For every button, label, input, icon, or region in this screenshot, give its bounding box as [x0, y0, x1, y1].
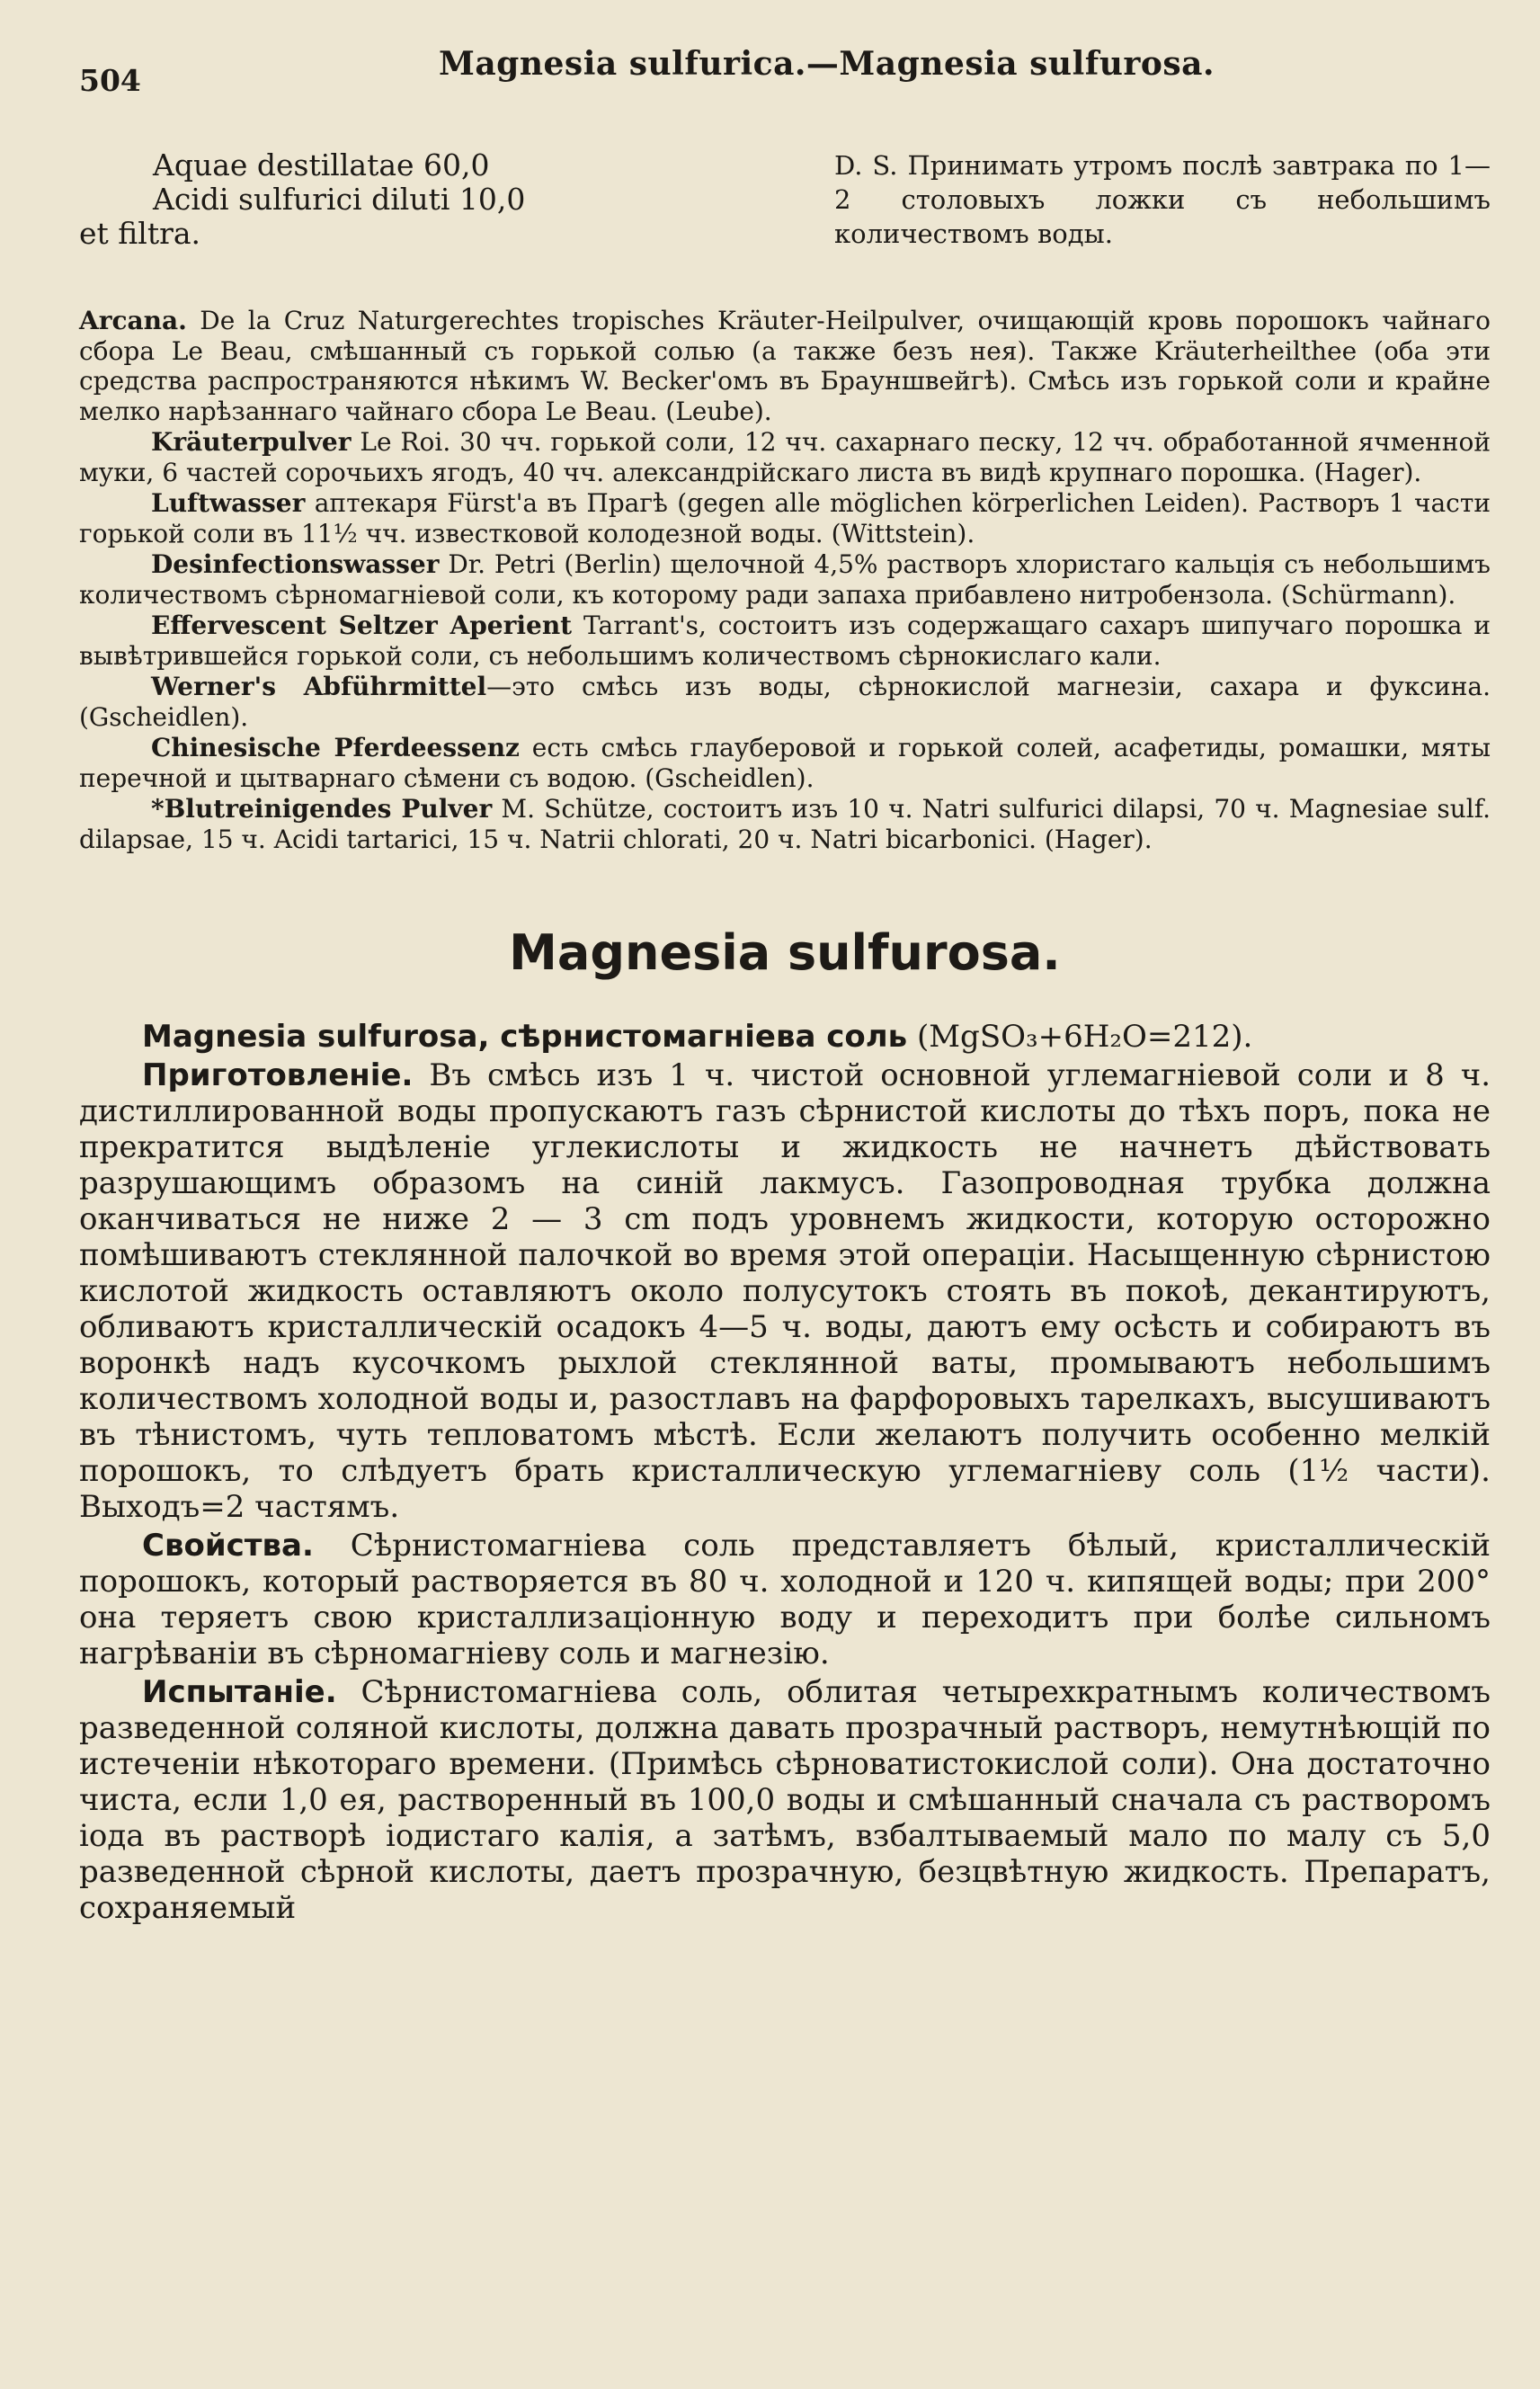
entry-key: Chinesische Pferdeessenz — [151, 733, 520, 762]
paragraph-text: Въ смѣсь изъ 1 ч. чистой основной углемагніевой соли и 8 ч. дистиллированной воды пропускаютъ газъ сѣрнистой кислоты до тѣхъ поръ, пока не прекратится выдѣленіе углекислоты и жидкость не начнетъ дѣйствовать разрушающимъ образомъ на синій лакмусъ. Газопроводная трубка должна оканчиваться не ниже 2 — 3 cm подъ уровнемъ жидкости, которую осторожно помѣшиваютъ стеклянной палочкой во время этой операціи. Насыщенную сѣрнистою кислотой жидкость оставляютъ около полусутокъ стоять въ покоѣ, декантируютъ, обливаютъ кристаллическій осадокъ 4—5 ч. воды, даютъ ему осѣсть и собираютъ въ воронкѣ надъ кусочкомъ рыхлой стеклянной ваты, промываютъ небольшимъ количествомъ холодной воды и, разостлавъ на фарфоровыхъ тарелкахъ, высушиваютъ въ тѣнистомъ, чуть тепловатомъ мѣстѣ. Если желаютъ получить особенно мелкій порошокъ, то слѣдуетъ брать кристаллическую углемагніеву соль (1½ части). Выходъ=2 частямъ. — [79, 1057, 1491, 1525]
entry-key: Effervescent Seltzer Aperient — [151, 611, 573, 640]
entry-key: Arcana. — [79, 306, 187, 335]
recipe-directions: D. S. Принимать утромъ послѣ завтрака по 1—2 столовыхъ ложки съ небольшимъ количествомъ воды. — [834, 150, 1491, 249]
arcana-entry — [79, 488, 1491, 548]
entry-text: —это смѣсь изъ воды, сѣрнокислой магнезіи, сахара и фуксина. (Gscheidlen). — [79, 672, 1491, 732]
recipe-line: Aquae destillatae 60,0 — [153, 147, 490, 183]
entry-key: Magnesia sulfurosa, сѣрнистомагніева соль — [142, 1019, 908, 1055]
paragraph-heading: Приготовленіе. — [142, 1057, 414, 1093]
entry-key: Desinfectionswasser — [151, 549, 440, 579]
entry-text: Tarrant's, состоитъ изъ содержащаго сахаръ шипучаго порошка и вывѣтрившейся горькой соли, съ небольшимъ количествомъ сѣрнокислаго кали. — [79, 611, 1491, 671]
recipe-line: Acidi sulfurici diluti 10,0 — [153, 182, 526, 217]
page-number: 504 — [79, 63, 141, 98]
arcana-entry — [79, 733, 1491, 793]
entry-text: аптекаря Fürst'а въ Прагѣ (gegen alle möglichen körperlichen Leiden). Растворъ 1 части горькой соли въ 11½ чч. известковой колодезной воды. (Wittstein). — [79, 488, 1491, 548]
arcana-entry — [79, 306, 1491, 426]
entry-key: *Blutreinigendes Pulver — [151, 794, 493, 824]
entry-text: Dr. Petri (Berlin) щелочной 4,5% растворъ хлористаго кальція съ небольшимъ количествомъ сѣрномагніевой соли, къ которому ради запаха прибавлено нитробензола. (Schürmann). — [79, 549, 1491, 610]
recipe-line: et filtra. — [79, 216, 201, 251]
arcana-entry — [79, 427, 1491, 487]
paragraph-heading: Свойства. — [142, 1528, 314, 1564]
recipe-block — [79, 148, 1491, 306]
section-title: Magnesia sulfurosa. — [509, 924, 1061, 981]
entry-key: Luftwasser — [151, 488, 306, 518]
arcana-entry — [79, 794, 1491, 854]
paragraph-text: Сѣрнистомагніева соль представляетъ бѣлый, кристаллическій порошокъ, который растворяется въ 80 ч. холодной и 120 ч. кипящей воды; при 200° она теряетъ свою кристаллизаціонную воду и переходитъ при болѣе сильномъ нагрѣваніи въ сѣрномагніеву соль и магнезію. — [79, 1528, 1491, 1671]
section-intro — [79, 1019, 1491, 1055]
arcana-entry — [79, 611, 1491, 671]
book-page — [79, 45, 1491, 2374]
preparation-paragraph — [79, 1057, 1491, 1525]
recipe-ingredients — [79, 148, 708, 251]
entry-text: Le Roi. 30 чч. горькой соли, 12 чч. сахарнаго песку, 12 чч. обработанной ячменной муки, 6 частей сорочьихъ ягодъ, 40 чч. александрійскаго листа въ видѣ крупнаго порошка. (Hager). — [79, 427, 1491, 487]
arcana-entry — [79, 549, 1491, 610]
entry-text: есть смѣсь глауберовой и горькой солей, асафетиды, ромашки, мяты перечной и цытварнаго сѣмени съ водою. (Gscheidlen). — [79, 733, 1491, 793]
properties-paragraph — [79, 1528, 1491, 1671]
entry-key: Werner's Abführmittel — [151, 672, 487, 701]
entry-key: Kräuterpulver — [151, 427, 352, 457]
paragraph-heading: Испытаніе. — [142, 1674, 337, 1710]
testing-paragraph — [79, 1674, 1491, 1926]
arcana-list — [79, 306, 1491, 854]
entry-text: De la Cruz Naturgerechtes tropisches Kräuter-Heilpulver, очищающій кровь порошокъ чайнаго сбора Le Beau, смѣшанный съ горькой солью (а также безъ нея). Также Kräuterheilthee (оба эти средства распространяются нѣкимъ W. Becker'омъ въ Брауншвейгѣ). Смѣсь изъ горькой соли и крайне мелко нарѣзаннаго чайнаго сбора Le Beau. (Leube). — [79, 306, 1491, 426]
page-header — [79, 45, 1491, 99]
running-head: Magnesia sulfurica.—Magnesia sulfurosa. — [439, 45, 1215, 83]
paragraph-text: Сѣрнистомагніева соль, облитая четырехкратнымъ количествомъ разведенной соляной кислоты, должна давать прозрачный растворъ, немутнѣющій по истеченіи нѣкотораго времени. (Примѣсь сѣрноватистокислой соли). Она достаточно чиста, если 1,0 ея, растворенный въ 100,0 воды и смѣшанный сначала съ растворомъ іода въ растворѣ іодистаго калія, а затѣмъ, взбалтываемый мало по малу съ 5,0 разведенной сѣрной кислоты, даетъ прозрачную, безцвѣтную жидкость. Препаратъ, сохраняемый — [79, 1674, 1491, 1926]
entry-text: (MgSO₃+6H₂O=212). — [907, 1019, 1253, 1055]
arcana-entry — [79, 672, 1491, 732]
entry-text: M. Schütze, состоитъ изъ 10 ч. Natri sulfurici dilapsi, 70 ч. Magnesiae sulf. dilapsae, 15 ч. Acidi tartarici, 15 ч. Natrii chlorati, 20 ч. Natri bicarbonici. (Hager). — [79, 794, 1491, 854]
